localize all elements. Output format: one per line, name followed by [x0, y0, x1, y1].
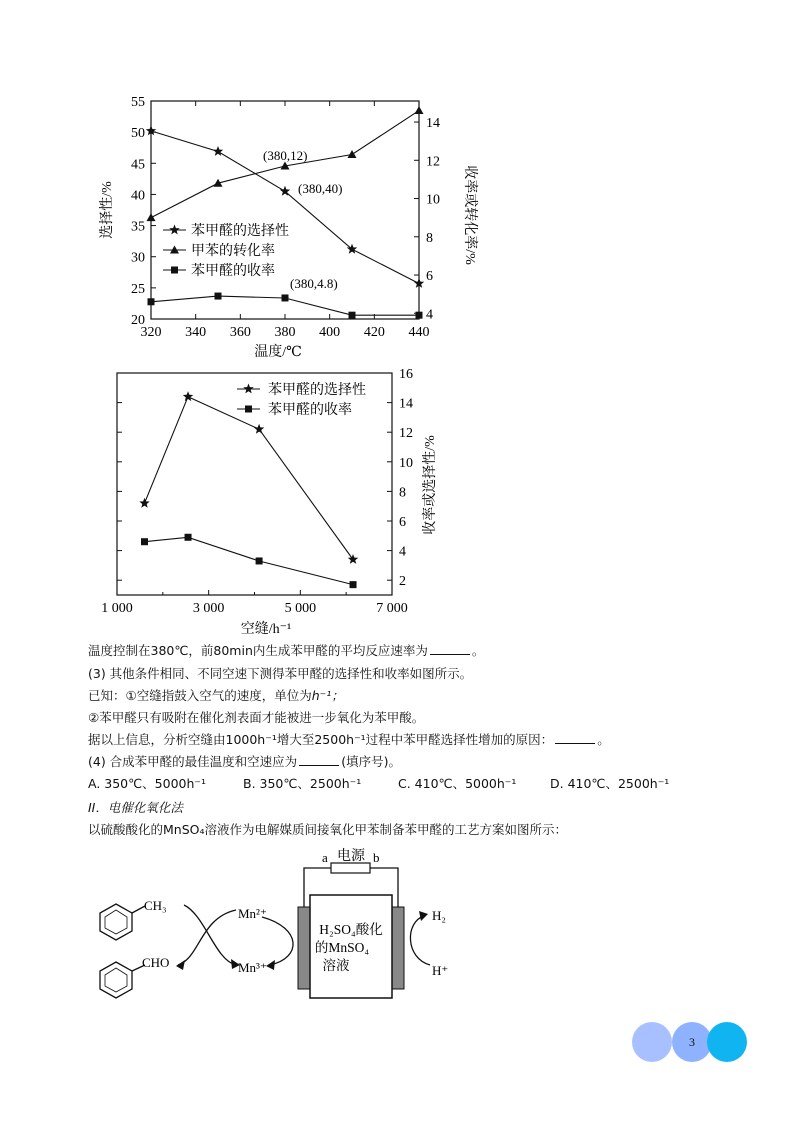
q4-end: (填序号)。 — [341, 754, 401, 769]
chart2-yright-tick-label: 8 — [399, 485, 406, 501]
chart1-legend-label: 苯甲醛的选择性 — [191, 224, 289, 239]
option-c[interactable]: C. 410℃、5000h⁻¹ — [398, 776, 517, 791]
chart1-yright-tick-label: 4 — [426, 307, 433, 323]
chart1-legend-label: 苯甲醛的收率 — [191, 264, 275, 279]
chart1-yleft-tick-label: 25 — [131, 281, 145, 297]
annotation-380-4-8: (380,4.8) — [290, 276, 338, 291]
h2-label: H₂ — [432, 908, 446, 923]
arrow-head-left — [176, 960, 185, 970]
cho-label: CHO — [142, 955, 170, 970]
chart1-x-tick-label: 320 — [140, 325, 162, 340]
page-number: 3 — [689, 1034, 695, 1049]
toluene-structure — [100, 904, 145, 940]
chart1-yright-tick-label: 8 — [426, 230, 433, 246]
reason-end: 。 — [597, 732, 610, 747]
annotation-380-40: (380,40) — [298, 181, 343, 196]
chart2-x-tick-label: 5 000 — [284, 601, 317, 616]
rate-text: 温度控制在380℃，前80min内生成苯甲醛的平均反应速率为 — [88, 643, 428, 658]
q4-text: (4) 合成苯甲醛的最佳温度和空速应为 — [88, 754, 298, 769]
page-circle-mid — [672, 1022, 712, 1062]
chart2-x-tick-label: 3 000 — [192, 601, 225, 616]
arrow-head-right — [266, 960, 275, 970]
chart1-yleft-tick-label: 40 — [131, 188, 145, 204]
terminal-b: b — [373, 850, 380, 865]
chart1-ylabel-left: 选择性/% — [100, 181, 115, 239]
reaction-arrows — [178, 905, 293, 965]
cell-solution-line1: H₂SO₄酸化 — [319, 922, 383, 937]
chart1-x-tick-label: 380 — [274, 325, 296, 340]
chart2-yright-tick-label: 4 — [399, 544, 406, 560]
chart2-yright-tick-label: 14 — [399, 396, 413, 412]
mn2-label: Mn²⁺ — [238, 906, 267, 921]
chart1-yleft-tick-label: 35 — [131, 219, 145, 235]
chart1-x-tick-label: 360 — [229, 325, 251, 340]
mn3-label: Mn³⁺ — [238, 960, 267, 975]
option-d[interactable]: D. 410℃、2500h⁻¹ — [550, 776, 670, 791]
chart2-yright-tick-label: 6 — [399, 515, 406, 530]
page-circle-left — [632, 1022, 672, 1062]
chart2-yright-tick-label: 10 — [399, 455, 413, 471]
known-unit: h⁻¹； — [311, 688, 344, 703]
power-label: 电源 — [337, 849, 365, 864]
chart1-yright-tick-label: 12 — [426, 154, 440, 170]
option-a[interactable]: A. 350℃、5000h⁻¹ — [88, 776, 207, 791]
power-source — [331, 863, 370, 873]
chart1-ylabel-right: 收率或转化率/% — [462, 165, 477, 265]
chart2-legend-label: 苯甲醛的收率 — [268, 403, 352, 418]
chart2-yright-tick-label: 12 — [399, 426, 413, 442]
chart1-xlabel: 温度/℃ — [254, 345, 302, 360]
hplus-label: H⁺ — [432, 963, 449, 978]
ch3-label: CH₃ — [144, 898, 167, 913]
known-line-2: ②苯甲醛只有吸附在催化剂表面才能被进一步氧化为苯甲酸。 — [88, 710, 425, 725]
left-electrode — [298, 907, 310, 989]
cell-solution-line3: 溶液 — [322, 958, 350, 973]
chart2-x-tick-label: 7 000 — [376, 601, 408, 616]
option-b[interactable]: B. 350℃、2500h⁻¹ — [243, 776, 362, 791]
chart1-yright-tick-label: 14 — [426, 116, 440, 132]
benzaldehyde-structure — [100, 962, 145, 998]
chart1-x-tick-label: 420 — [363, 325, 385, 340]
chart2-yright-tick-label: 16 — [399, 367, 413, 382]
chart1-legend-label: 甲苯的转化率 — [191, 244, 275, 259]
known-text: 已知：①空缝指鼓入空气的速度，单位为 — [88, 688, 312, 703]
right-electrode — [392, 907, 404, 989]
chart1-yright-tick-label: 10 — [426, 192, 440, 208]
chart1-yleft-tick-label: 50 — [131, 126, 145, 142]
chart1-yleft-tick-label: 20 — [131, 313, 145, 328]
annotation-380-12: (380,12) — [263, 148, 308, 163]
cell-solution-line2: 的MnSO₄ — [314, 940, 370, 955]
reason-text: 据以上信息，分析空缝由1000h⁻¹增大至2500h⁻¹过程中苯甲醛选择性增加的原因： — [88, 732, 554, 747]
chart1-yright-tick-label: 6 — [426, 269, 433, 285]
chart1-yleft-tick-label: 55 — [131, 95, 145, 110]
chart2-ylabel-right: 收率或选择性/% — [423, 435, 438, 535]
page-circle-right — [707, 1022, 747, 1062]
chart2-yright-tick-label: 2 — [399, 574, 406, 590]
terminal-a: a — [322, 850, 328, 865]
question-3-line: (3) 其他条件相同、不同空速下测得苯甲醛的选择性和收率如图所示。 — [88, 666, 473, 681]
chart2-x-tick-label: 1 000 — [101, 601, 133, 616]
process-description: 以硫酸酸化的MnSO₄溶液作为电解媒质间接氧化甲苯制备苯甲醛的工艺方案如图所示： — [88, 822, 567, 837]
chart1-x-tick-label: 400 — [319, 325, 341, 340]
chart2-xlabel: 空缝/h⁻¹ — [240, 622, 292, 637]
rate-end: 。 — [471, 643, 485, 658]
chart2-legend-label: 苯甲醛的选择性 — [268, 383, 366, 398]
chart1-x-tick-label: 340 — [185, 325, 207, 340]
section-heading: II．电催化氧化法 — [88, 800, 183, 815]
cathode-arrow — [410, 916, 430, 965]
chart1-x-tick-label: 440 — [408, 325, 430, 340]
chart1-yleft-tick-label: 30 — [131, 250, 145, 266]
chart1-yleft-tick-label: 45 — [131, 157, 145, 173]
cathode-arrow-head — [419, 911, 428, 921]
